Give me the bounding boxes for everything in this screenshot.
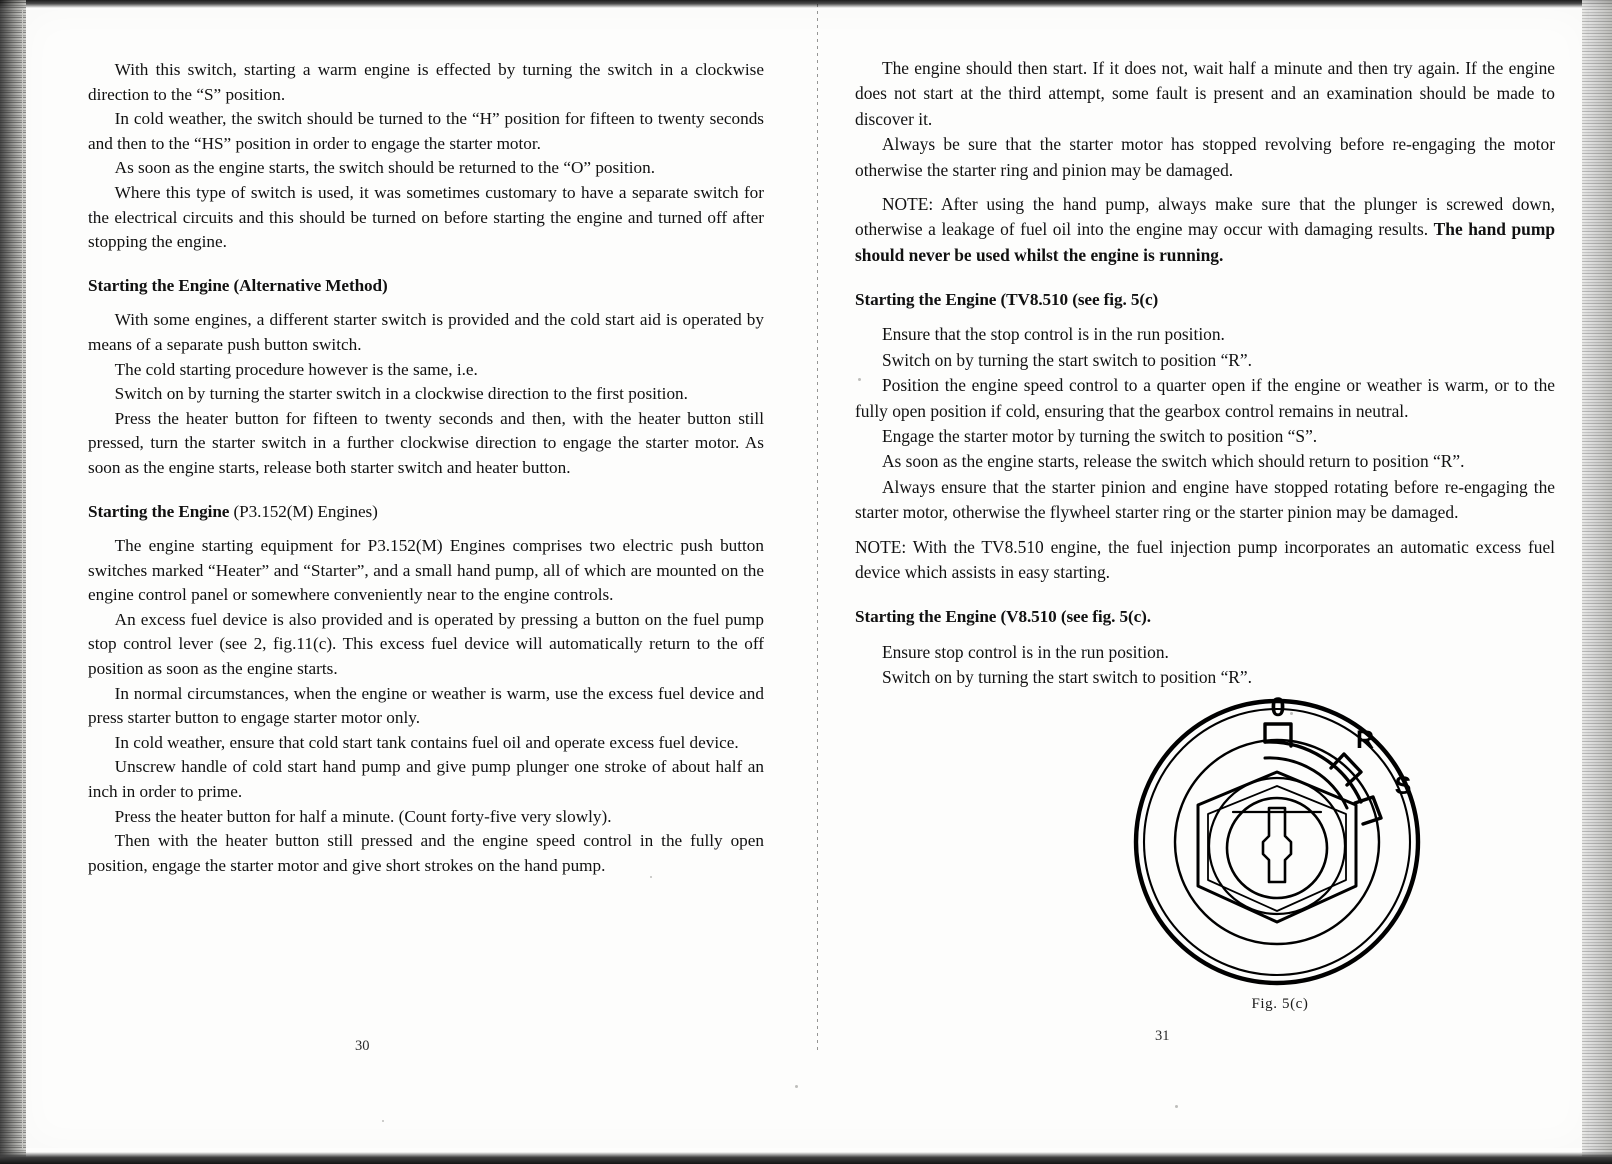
paragraph: Always ensure that the starter pinion and engine have stopped rotating before re-engaging the starter motor, otherwise the flywheel starter ring or the starter pinion may be damaged. [855, 476, 1555, 523]
note-warning-bold: The hand pump should never be used whilst the engine is running. [855, 219, 1556, 265]
paragraph: Then with the heater button still pressed and the engine speed control in the fully open position, engage the starter motor and give short strokes on the hand pump. [88, 831, 764, 875]
switch-position-label-S: S [1394, 772, 1412, 800]
note-paragraph-tv8510: NOTE: With the TV8.510 engine, the fuel injection pump incorporates an automatic excess fuel device which assists in easy starting. [855, 536, 1555, 583]
paragraph: With this switch, starting a warm engine is effected by turning the switch in a clockwise direction to the “S” position. [88, 60, 764, 104]
paragraph: The engine starting equipment for P3.152(M) Engines comprises two electric push button switches marked “Heater” and “Starter”, and a small hand pump, all of which are mounted on the engine control panel or somewhere conveniently near to the engine controls. [88, 536, 764, 605]
spacer [855, 526, 1555, 535]
figure-5c-block [1115, 690, 1445, 1013]
paragraph: In normal circumstances, when the engine or weather is warm, use the excess fuel device and press starter button to engage starter motor only. [88, 683, 764, 728]
heading-bold-part: Starting the Engine [88, 501, 230, 521]
book-gutter-line [817, 4, 818, 1054]
paragraph: Engage the starter motor by turning the switch to position “S”. [881, 425, 1318, 446]
paragraph: In cold weather, ensure that cold start tank contains fuel oil and operate excess fuel device. [114, 732, 739, 752]
left-page-text-column [88, 58, 764, 878]
paragraph: The cold starting procedure however is the same, i.e. [114, 359, 478, 379]
paragraph: Position the engine speed control to a quarter open if the engine or weather is warm, or to the fully open position if cold, ensuring that the gearbox control remains in neutral. [855, 375, 1555, 421]
scan-edge-right [1582, 0, 1612, 1164]
paragraph: Ensure that the stop control is in the run position. [881, 324, 1225, 345]
section-heading-tv8510 [855, 287, 1555, 312]
paragraph: Press the heater button for fifteen to twenty seconds and then, with the heater button still pressed, turn the starter switch in a further clockwise direction to engage the starter motor. As soon as the engine starts, release both starter switch and heater button. [88, 408, 764, 477]
switch-position-label-O: 0 [1270, 692, 1286, 722]
paragraph: Switch on by turning the start switch to position “R”. [881, 349, 1252, 370]
heading-bold-part: Starting the Engine (V8.510 (see fig. 5(c). [855, 607, 1151, 627]
right-page-text-column [855, 56, 1555, 690]
switch-position-label-R: R [1355, 726, 1375, 754]
paragraph: With some engines, a different starter switch is provided and the cold start aid is operated by means of a separate push button switch. [88, 310, 764, 354]
paragraph: Ensure stop control is in the run position. [881, 641, 1169, 662]
paragraph: Switch on by turning the start switch to position “R”. [881, 666, 1252, 687]
figure-caption: Fig. 5(c) [1251, 996, 1309, 1012]
note-paragraph-hand-pump [855, 192, 1555, 268]
paragraph: Switch on by turning the starter switch in a clockwise direction to the first position. [114, 384, 688, 404]
heading-bold-part: Starting the Engine (TV8.510 (see fig. 5(c) [855, 290, 1159, 310]
page-number-left: 30 [355, 1038, 370, 1054]
scan-edge-left [0, 0, 26, 1164]
ignition-switch-diagram [1115, 690, 1445, 990]
paragraph: The engine should then start. If it does not, wait half a minute and then try again. If the engine does not start at the third attempt, some fault is present and an examination should be made to discover it. [855, 58, 1555, 129]
section-heading-p3152m [88, 500, 764, 525]
heading-bold-part: Starting the Engine (Alternative Method) [88, 275, 388, 295]
paragraph: In cold weather, the switch should be turned to the “H” position for fifteen to twenty seconds and then to the “HS” position in order to engage the starter motor. [88, 109, 764, 153]
heading-regular-part: (P3.152(M) Engines) [229, 501, 378, 521]
page-number-right: 31 [1155, 1028, 1170, 1044]
paragraph: Always be sure that the starter motor has stopped revolving before re-engaging the motor otherwise the starter ring and pinion may be damaged. [855, 134, 1555, 180]
spacer [855, 183, 1555, 192]
paragraph: Where this type of switch is used, it was sometimes customary to have a separate switch for the electrical circuits and this should be turned on before starting the engine and turned off after stopping the engine. [88, 182, 764, 252]
note-text: NOTE: After using the hand pump, always make sure that the plunger is screwed down, otherwise a leakage of fuel oil into the engine may occur with damaging results. [855, 194, 1555, 240]
left-page [88, 0, 764, 1164]
scan-speck [795, 1085, 798, 1088]
paragraph: Press the heater button for half a minute. (Count forty-five very slowly). [114, 806, 612, 826]
paragraph: As soon as the engine starts, release the switch which should return to position “R”. [881, 451, 1465, 472]
paragraph: An excess fuel device is also provided and is operated by pressing a button on the fuel pump stop control lever (see 2, fig.11(c). This excess fuel device will automatically return to the off position as soon as the engine starts. [88, 609, 764, 679]
section-heading-alternative-method [88, 274, 764, 299]
paragraph: As soon as the engine starts, the switch should be returned to the “O” position. [114, 158, 656, 178]
paragraph: Unscrew handle of cold start hand pump and give pump plunger one stroke of about half an inch in order to prime. [88, 757, 764, 802]
section-heading-v8510 [855, 604, 1555, 629]
